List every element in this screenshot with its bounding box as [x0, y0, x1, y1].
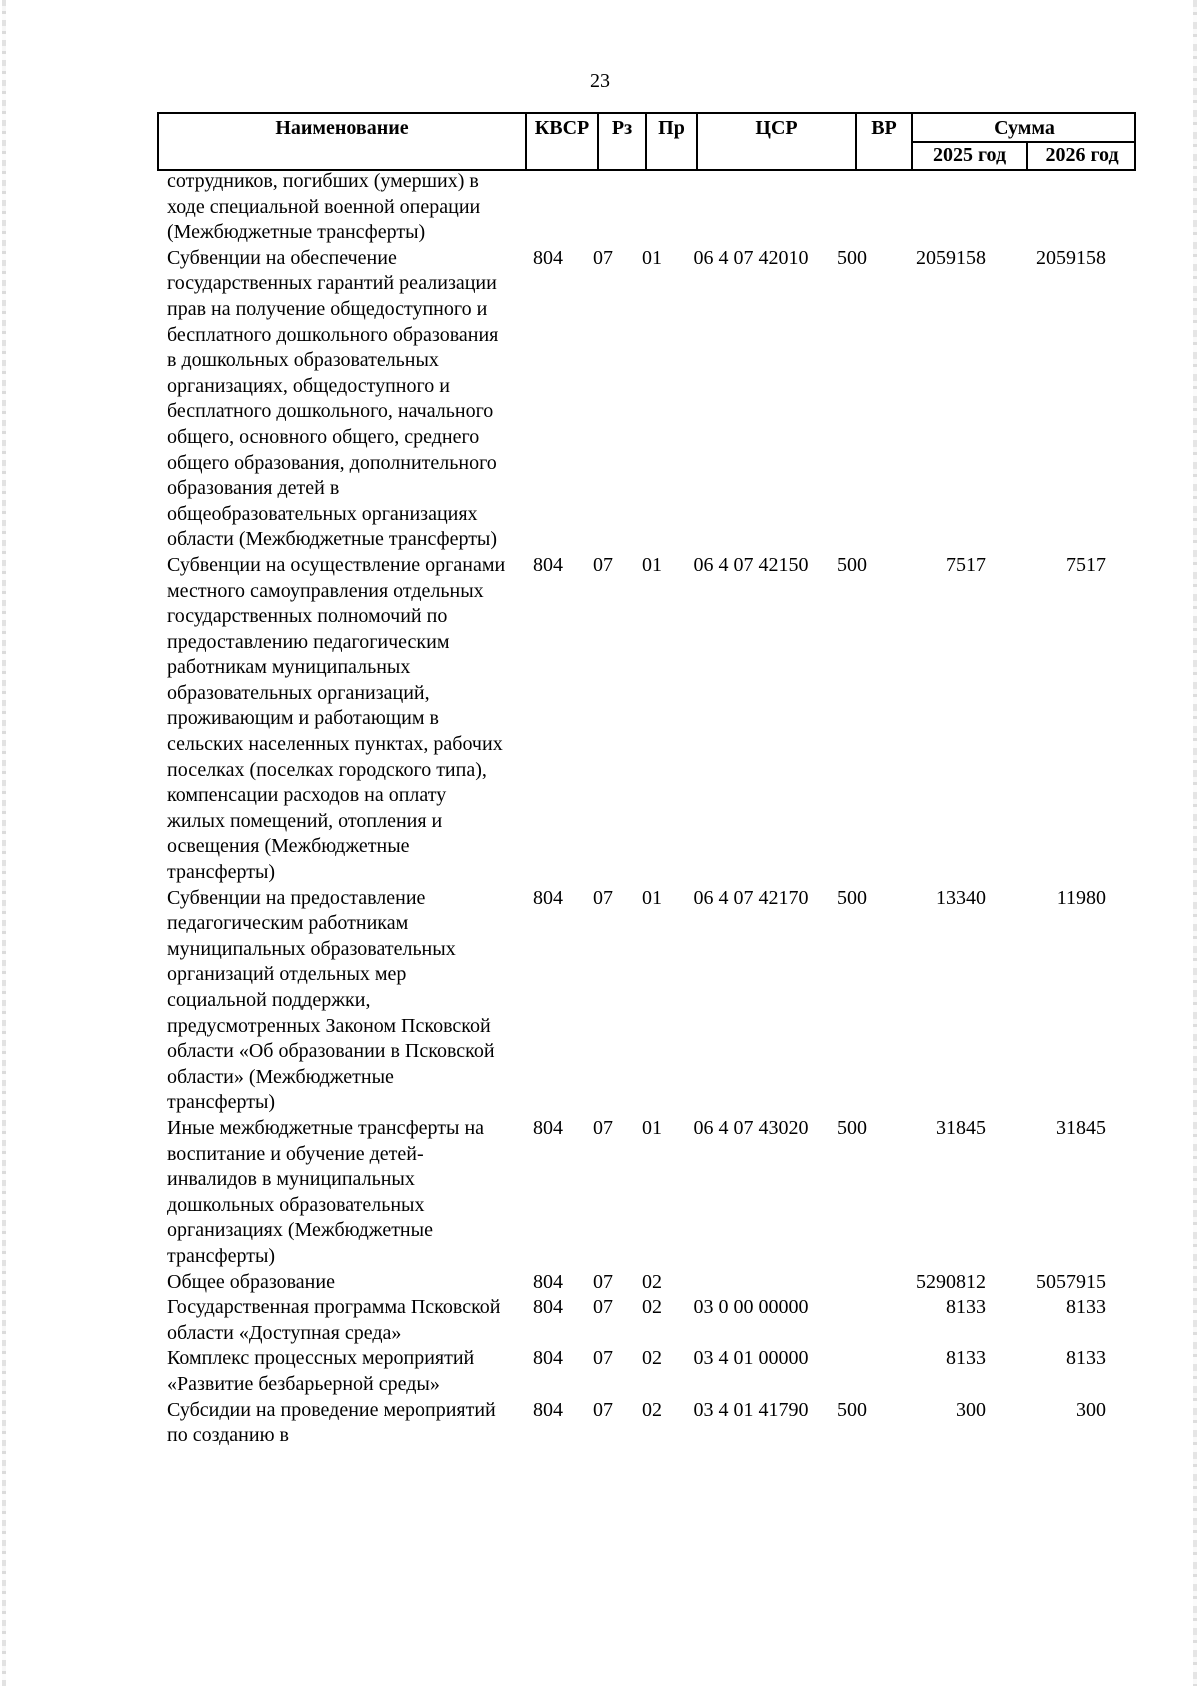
- table-row: [167, 1270, 1127, 1296]
- row-name: Субвенции на осуществление органами местного самоуправления отдельных государственных полномочий по предоставлению педагогическим работникам муниципальных образовательных организаций, проживающим и работающим в сельских населенных пунктах, рабочих поселках (поселках городского типа), компенсации расходов на оплату жилых помещений, отопления и освещения (Межбюджетные трансферты): [167, 553, 506, 884]
- row-pr: 01: [642, 886, 662, 909]
- row-vr: 500: [837, 1398, 867, 1421]
- row-sum-2026: 11980: [1056, 886, 1106, 909]
- row-rz: 07: [593, 1116, 613, 1139]
- row-sum-2026: 31845: [1056, 1116, 1106, 1139]
- row-name: Комплекс процессных мероприятий «Развитие безбарьерной среды»: [167, 1347, 475, 1395]
- row-csr: 03 4 01 00000: [693, 1347, 809, 1370]
- header-year-2026: 2026 год: [1045, 144, 1119, 166]
- row-sum-2025: 13340: [936, 886, 986, 909]
- table-row: [167, 1295, 1127, 1346]
- row-csr: 06 4 07 42150: [693, 553, 809, 576]
- row-kvsr: 804: [533, 1398, 563, 1421]
- row-rz: 07: [593, 1347, 613, 1370]
- row-vr: 500: [837, 246, 867, 269]
- row-csr: 06 4 07 42170: [693, 886, 809, 909]
- row-sum-2026: 300: [1076, 1398, 1106, 1421]
- row-rz: 07: [593, 1270, 613, 1293]
- row-name: Субсидии на проведение мероприятий по созданию в: [167, 1398, 496, 1447]
- row-sum-2025: 7517: [946, 553, 986, 576]
- header-name: Наименование: [275, 117, 409, 139]
- row-pr: 01: [642, 246, 662, 269]
- row-csr: 03 4 01 41790: [693, 1398, 809, 1421]
- header-sum-divider: [913, 141, 1134, 143]
- row-rz: 07: [593, 246, 613, 269]
- row-kvsr: 804: [533, 886, 563, 909]
- table-body: [167, 169, 1127, 1449]
- row-vr: 500: [837, 886, 867, 909]
- row-pr: 02: [642, 1398, 662, 1421]
- row-kvsr: 804: [533, 553, 563, 576]
- row-pr: 02: [642, 1296, 662, 1319]
- table-row: [167, 1346, 1127, 1397]
- row-sum-2026: 8133: [1066, 1296, 1106, 1319]
- table-header: [157, 112, 1136, 171]
- header-pr: Пр: [658, 117, 685, 139]
- row-pr: 02: [642, 1347, 662, 1370]
- header-sum: Сумма: [994, 117, 1055, 139]
- table-row: [167, 169, 1127, 246]
- row-csr: 06 4 07 43020: [693, 1116, 809, 1139]
- table-row: [167, 886, 1127, 1116]
- row-csr: 03 0 00 00000: [693, 1296, 809, 1319]
- row-sum-2025: 300: [956, 1398, 986, 1421]
- row-kvsr: 804: [533, 1296, 563, 1319]
- header-vr: ВР: [871, 117, 897, 139]
- row-sum-2025: 5290812: [916, 1270, 986, 1293]
- table-row: [167, 1398, 1127, 1449]
- table-row: [167, 246, 1127, 553]
- row-sum-2025: 2059158: [916, 246, 986, 269]
- scan-edge-right: [1193, 0, 1197, 1686]
- row-pr: 01: [642, 553, 662, 576]
- row-sum-2026: 7517: [1066, 553, 1106, 576]
- row-rz: 07: [593, 553, 613, 576]
- row-sum-2026: 5057915: [1036, 1270, 1106, 1293]
- page-number: 23: [590, 70, 610, 92]
- header-kvsr: КВСР: [534, 117, 590, 139]
- header-rz: Рз: [611, 117, 633, 139]
- row-sum-2025: 31845: [936, 1116, 986, 1139]
- header-csr: ЦСР: [755, 117, 798, 139]
- row-sum-2026: 2059158: [1036, 246, 1106, 269]
- row-vr: 500: [837, 1116, 867, 1139]
- row-name: Субвенции на обеспечение государственных гарантий реализации прав на получение общедоступного и бесплатного дошкольного образования в дошкольных образовательных организациях, общедоступного и бесплатного дошкольного, начального общего, основного общего, среднего общего образования, дополнительного образования детей в общеобразовательных организациях области (Межбюджетные трансферты): [167, 246, 499, 551]
- table-row: [167, 1116, 1127, 1270]
- row-rz: 07: [593, 1296, 613, 1319]
- row-pr: 01: [642, 1116, 662, 1139]
- header-year-2025: 2025 год: [932, 144, 1007, 166]
- row-kvsr: 804: [533, 1116, 563, 1139]
- row-pr: 02: [642, 1270, 662, 1293]
- row-sum-2026: 8133: [1066, 1347, 1106, 1370]
- row-kvsr: 804: [533, 1347, 563, 1370]
- row-name: Субвенции на предоставление педагогическим работникам муниципальных образовательных организаций отдельных мер социальной поддержки, предусмотренных Законом Псковской области «Об образовании в Псковской области» (Межбюджетные трансферты): [167, 886, 495, 1114]
- row-name: сотрудников, погибших (умерших) в ходе специальной военной операции (Межбюджетные трансферты): [167, 170, 481, 244]
- row-kvsr: 804: [533, 246, 563, 269]
- row-kvsr: 804: [533, 1270, 563, 1293]
- row-csr: 06 4 07 42010: [693, 246, 809, 269]
- row-sum-2025: 8133: [946, 1347, 986, 1370]
- row-sum-2025: 8133: [946, 1296, 986, 1319]
- row-rz: 07: [593, 1398, 613, 1421]
- row-name: Государственная программа Псковской области «Доступная среда»: [167, 1296, 501, 1344]
- scan-edge-left: [2, 0, 6, 1686]
- row-name: Иные межбюджетные трансферты на воспитание и обучение детей-инвалидов в муниципальных дошкольных образовательных организациях (Межбюджетные трансферты): [167, 1116, 485, 1267]
- row-rz: 07: [593, 886, 613, 909]
- table-row: [167, 553, 1127, 886]
- row-vr: 500: [837, 553, 867, 576]
- row-name: Общее образование: [167, 1270, 335, 1293]
